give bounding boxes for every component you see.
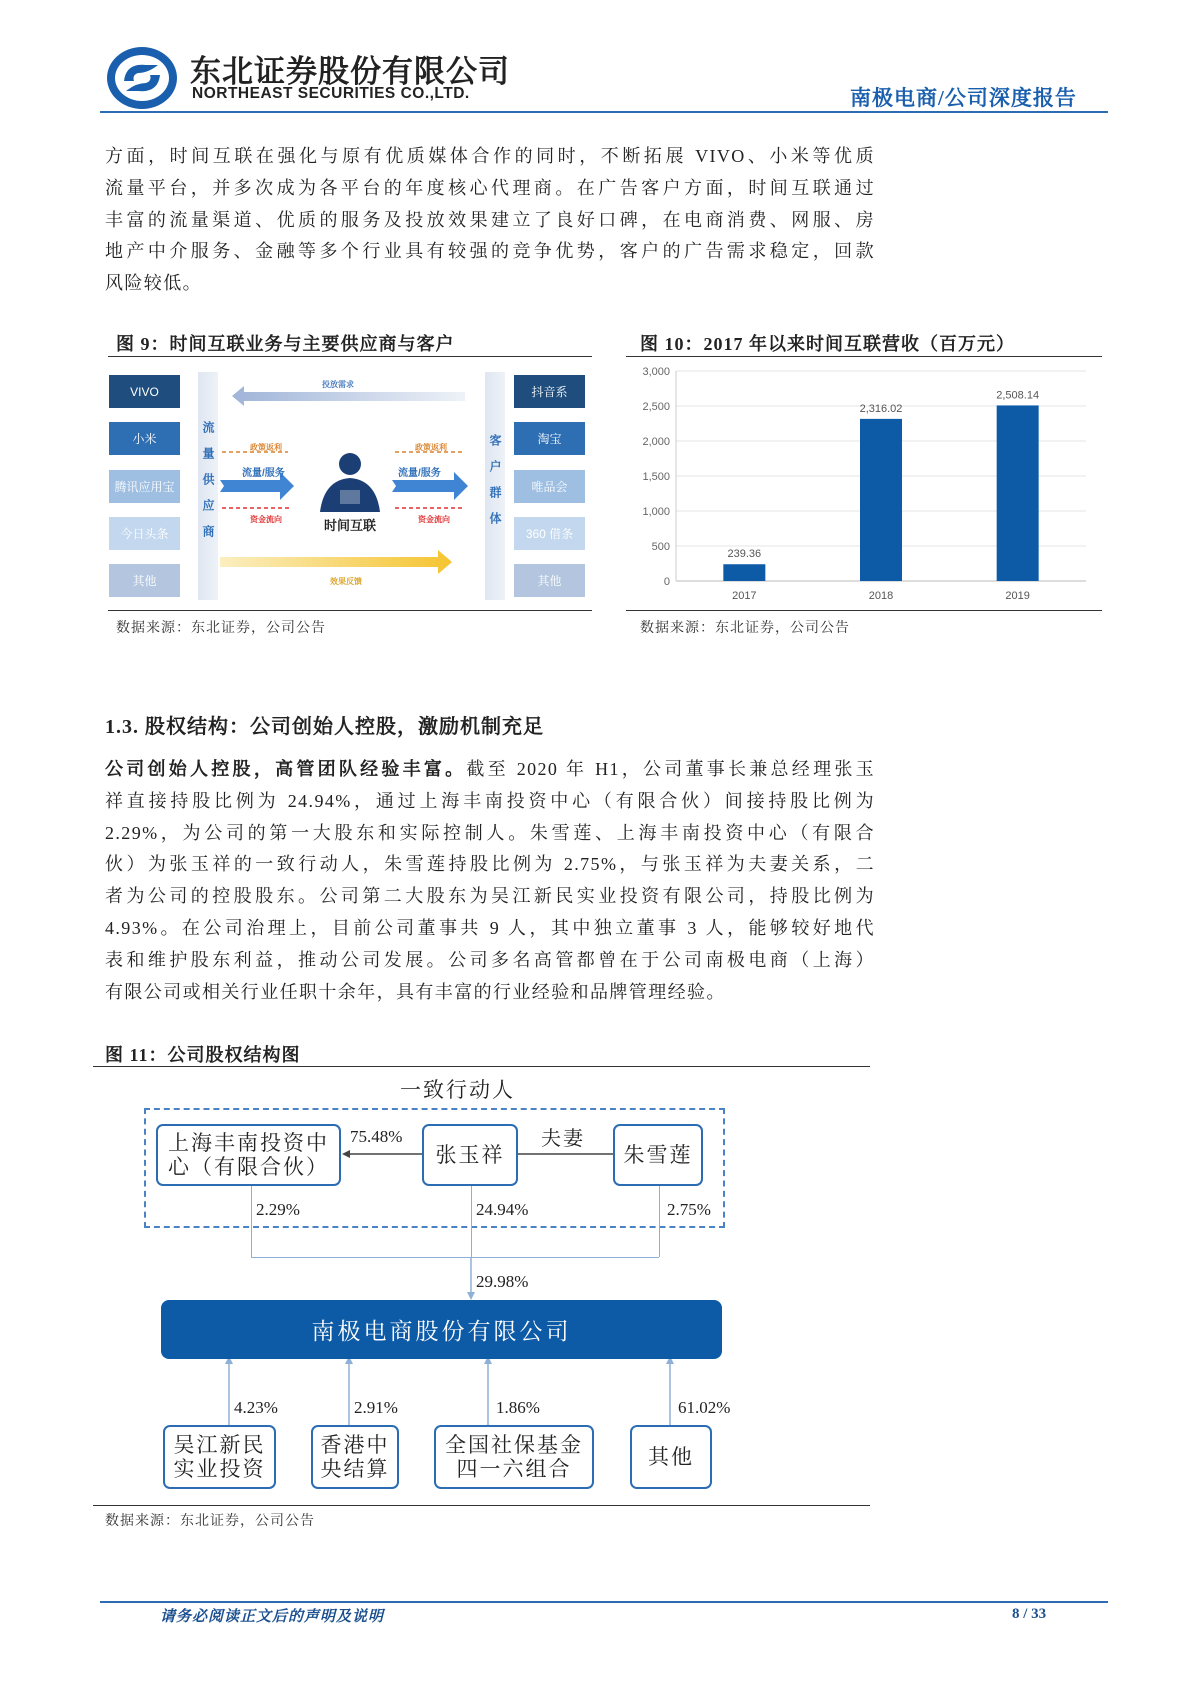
customer-box: 其他 xyxy=(514,564,585,597)
fig10-source: 数据来源：东北证券，公司公告 xyxy=(640,621,850,636)
text-line: 伙）为张玉祥的一致行动人，朱雪莲持股比例为 2.75%，与张玉祥为夫妻关系，二 xyxy=(105,854,875,875)
connector-line xyxy=(659,1186,660,1257)
y-tick-label: 1,000 xyxy=(642,506,670,518)
text-line: 祥直接持股比例为 24.94%，通过上海丰南投资中心（有限合伙）间接持股比例为 xyxy=(105,790,875,811)
paragraph-1 xyxy=(105,141,875,300)
footer-notice: 请务必阅读正文后的声明及说明 xyxy=(160,1609,385,1625)
band-label: 客户群体 xyxy=(488,434,502,538)
text-line: 风险较低。 xyxy=(105,273,202,294)
text-line: 者为公司的控股股东。公司第二大股东为吴江新民实业投资有限公司，持股比例为 xyxy=(105,886,875,907)
supplier-box: 今日头条 xyxy=(109,517,180,550)
connector-line xyxy=(471,1186,472,1257)
arrow-label: 政策返利 xyxy=(250,443,282,452)
text-line: 有限公司或相关行业任职十余年，具有丰富的行业经验和品牌管理经验。 xyxy=(105,981,726,1002)
y-tick-label: 2,500 xyxy=(642,401,670,413)
supplier-box: VIVO xyxy=(109,375,180,408)
company-name-cn: 东北证券股份有限公司 xyxy=(190,54,510,89)
company-logo-icon xyxy=(104,45,180,111)
pct-label: 2.91% xyxy=(354,1398,398,1417)
text-line: 流量平台，并多次成为各平台的年度核心代理商。在广告客户方面，时间互联通过 xyxy=(105,177,875,198)
paragraph-2 xyxy=(105,754,875,1008)
arrow-label: 效果反馈 xyxy=(330,577,362,586)
fig11-source: 数据来源：东北证券，公司公告 xyxy=(105,1514,315,1529)
fig9-arrows xyxy=(220,372,485,600)
connector-line xyxy=(251,1186,252,1257)
text-line xyxy=(105,754,875,786)
zhu-box: 朱雪莲 xyxy=(613,1124,703,1186)
text-line: 表和维护股东利益，推动公司发展。公司多名高管都曾在于公司南极电商（上海） xyxy=(105,949,875,970)
text-line: 2.29%，为公司的第一大股东和实际控制人。朱雪莲、上海丰南投资中心（有限合 xyxy=(105,822,875,843)
center-label: 时间互联 xyxy=(324,518,377,533)
fengnan-box: 上海丰南投资中心（有限合伙） xyxy=(156,1124,341,1186)
customer-box: 淘宝 xyxy=(514,422,585,455)
bar-2018 xyxy=(860,419,902,581)
page-number: 8 / 33 xyxy=(1012,1606,1047,1622)
arrow-head-icon xyxy=(342,1150,350,1158)
arrow-label: 流量/服务 xyxy=(242,468,285,479)
y-tick-label: 500 xyxy=(651,541,670,553)
data-label: 239.36 xyxy=(727,548,762,561)
fig9-title: 图 9：时间互联业务与主要供应商与客户 xyxy=(116,334,455,354)
y-tick-label: 3,000 xyxy=(642,366,670,378)
text-line: 方面，时间互联在强化与原有优质媒体合作的同时，不断拓展 VIVO、小米等优质 xyxy=(105,146,875,166)
y-tick-label: 0 xyxy=(663,576,670,588)
arrow-label: 资金流向 xyxy=(250,515,282,524)
fig9-top-rule xyxy=(108,356,592,357)
spouse-label: 夫妻 xyxy=(541,1128,585,1150)
customer-box: 360 借条 xyxy=(514,517,585,550)
fig10-top-rule xyxy=(626,356,1102,357)
footer-rule xyxy=(100,1601,1108,1603)
text-span: 截至 2020 年 H1，公司董事长兼总经理张玉 xyxy=(466,759,875,779)
holder-box: 香港中央结算 xyxy=(311,1425,399,1489)
section-heading: 1.3. 股权结构：公司创始人控股，激励机制充足 xyxy=(105,716,544,738)
customer-box: 抖音系 xyxy=(514,375,585,408)
x-tick-label: 2019 xyxy=(1005,590,1030,602)
fig10-bottom-rule xyxy=(626,610,1102,611)
feedback-arrow xyxy=(220,550,452,574)
bar-2019 xyxy=(997,405,1039,581)
arrow-label: 投放需求 xyxy=(322,380,354,389)
fig11-title: 图 11：公司股权结构图 xyxy=(105,1045,301,1065)
arrow-label: 流量/服务 xyxy=(398,468,441,479)
data-label: 2,316.02 xyxy=(859,402,903,415)
person-icon xyxy=(320,453,380,512)
holder-box: 其他 xyxy=(630,1425,712,1489)
text-line: 4.93%。在公司治理上，目前公司董事共 9 人，其中独立董事 3 人，能够较好地代 xyxy=(105,917,875,938)
pct-label: 61.02% xyxy=(678,1398,731,1417)
fig9-source: 数据来源：东北证券，公司公告 xyxy=(116,621,326,636)
company-name-en: NORTHEAST SECURITIES CO.,LTD. xyxy=(192,85,470,102)
connector-line xyxy=(251,1257,659,1258)
pct-label: 2.75% xyxy=(667,1200,711,1219)
arrow-label: 资金流向 xyxy=(418,515,450,524)
fig11-top-rule xyxy=(93,1066,870,1067)
customer-box: 唯品会 xyxy=(514,470,585,503)
customer-band xyxy=(485,372,505,600)
pct-label: 4.23% xyxy=(234,1398,278,1417)
company-box: 南极电商股份有限公司 xyxy=(161,1300,722,1359)
y-tick-label: 1,500 xyxy=(642,471,670,483)
x-tick-label: 2017 xyxy=(732,590,757,602)
pct-label: 29.98% xyxy=(476,1272,529,1291)
pct-label: 75.48% xyxy=(350,1127,403,1146)
fig11-bottom-rule xyxy=(93,1505,870,1506)
holder-box: 全国社保基金四一六组合 xyxy=(434,1425,594,1489)
group-label: 一致行动人 xyxy=(400,1078,515,1102)
revenue-bar-chart xyxy=(626,360,1102,610)
fig9-bottom-rule xyxy=(108,610,592,611)
supplier-box: 其他 xyxy=(109,564,180,597)
report-type: 南极电商/公司深度报告 xyxy=(850,86,1077,110)
pct-label: 1.86% xyxy=(496,1398,540,1417)
text-line: 地产中介服务、金融等多个行业具有较强的竞争优势，客户的广告需求稳定，回款 xyxy=(105,241,875,262)
supplier-box: 小米 xyxy=(109,422,180,455)
holder-box: 吴江新民实业投资 xyxy=(163,1425,276,1489)
fig10-title: 图 10：2017 年以来时间互联营收（百万元） xyxy=(640,334,1015,354)
supplier-band xyxy=(198,372,218,600)
data-label: 2,508.14 xyxy=(996,389,1040,402)
arrow-label: 政策返利 xyxy=(415,443,447,452)
zhang-box: 张玉祥 xyxy=(422,1124,518,1186)
supplier-box: 腾讯应用宝 xyxy=(109,470,180,503)
bar-2017 xyxy=(723,564,765,581)
x-tick-label: 2018 xyxy=(868,590,894,602)
header-rule xyxy=(100,111,1108,113)
band-label: 流量供应商 xyxy=(201,421,215,551)
y-tick-label: 2,000 xyxy=(642,436,670,448)
lead-sentence: 公司创始人控股，高管团队经验丰富。 xyxy=(105,759,467,779)
pct-label: 24.94% xyxy=(476,1200,529,1219)
pct-label: 2.29% xyxy=(256,1200,300,1219)
text-line: 丰富的流量渠道、优质的服务及投放效果建立了良好口碑，在电商消费、网服、房 xyxy=(105,209,875,230)
